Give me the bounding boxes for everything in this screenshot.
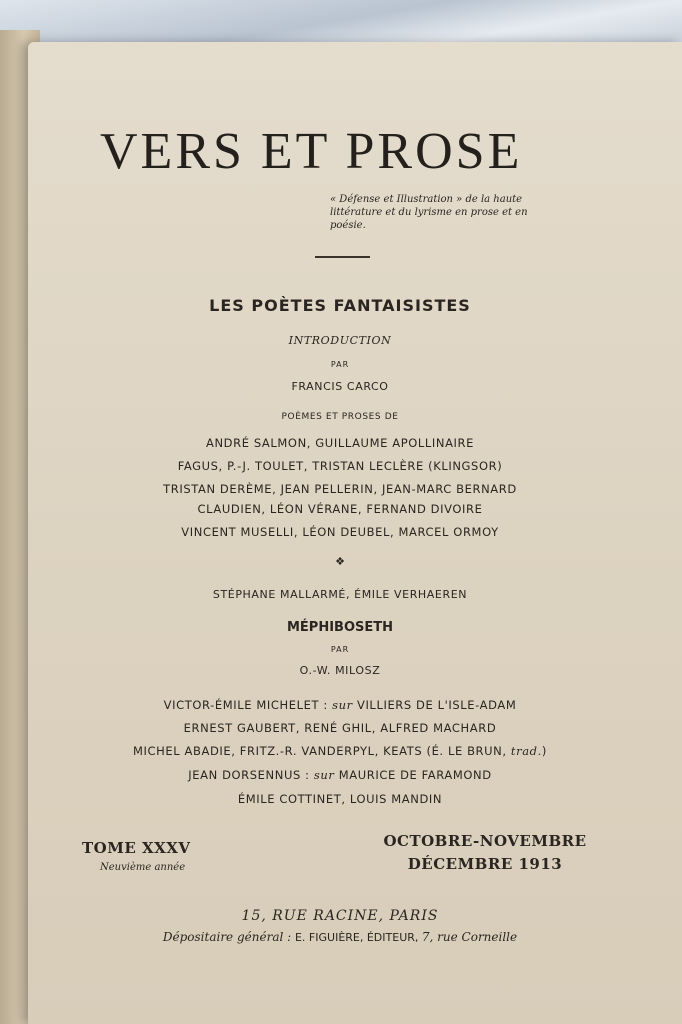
contrib-text: VILLIERS DE L'ISLE-ADAM (352, 698, 517, 712)
contrib-text: ) (541, 744, 547, 758)
poets-line: FAGUS, P.-J. TOULET, TRISTAN LECLÈRE (KLINGSOR) (177, 459, 503, 473)
ornament-icon: ❖ (335, 555, 345, 568)
par-label: PAR (330, 645, 350, 654)
poets-line: ANDRÉ SALMON, GUILLAUME APOLLINAIRE (205, 436, 474, 450)
section-heading: LES POÈTES FANTAISISTES (209, 296, 471, 315)
contrib-text: MICHEL ABADIE, FRITZ.-R. VANDERPYL, KEATS (É. LE BRUN, (133, 744, 511, 758)
par-label: PAR (330, 360, 350, 369)
publisher-address: 7, rue Corneille (421, 930, 518, 944)
mephiboseth-title: MÉPHIBOSETH (286, 620, 393, 635)
contrib-text: JEAN DORSENNUS : (188, 768, 314, 782)
contrib-text: MAURICE DE FARAMOND (334, 768, 492, 782)
contrib-sur: sur (332, 698, 353, 712)
contrib-line: ÉMILE COTTINET, LOUIS MANDIN (237, 792, 443, 806)
contrib-sur: sur (313, 768, 335, 782)
contrib-line: ERNEST GAUBERT, RENÉ GHIL, ALFRED MACHARD (183, 721, 497, 735)
mallarme-line: STÉPHANE MALLARMÉ, ÉMILE VERHAEREN (212, 588, 468, 601)
poets-line: VINCENT MUSELLI, LÉON DEUBEL, MARCEL ORMOY (181, 525, 499, 539)
contrib-line (60, 698, 620, 712)
contrib-line (60, 768, 620, 782)
intro-author: FRANCIS CARCO (291, 380, 389, 393)
divider-rule (315, 256, 370, 258)
date-line-1: OCTOBRE-NOVEMBRE (383, 832, 587, 850)
address: 15, RUE RACINE, PARIS (241, 908, 439, 924)
poets-line: CLAUDIEN, LÉON VÉRANE, FERNAND DIVOIRE (197, 502, 483, 516)
tagline: « Défense et Illustration » de la haute littérature et du lyrisme en prose et en poésie. (330, 194, 528, 231)
page-title: VERS ET PROSE (100, 123, 523, 180)
poets-line: TRISTAN DERÈME, JEAN PELLERIN, JEAN-MARC BERNARD (163, 482, 517, 496)
contrib-text: VICTOR-ÉMILE MICHELET : (163, 698, 333, 712)
publisher-name: E. FIGUIÈRE, ÉDITEUR, (294, 931, 422, 944)
annee-label: Neuvième année (100, 862, 186, 873)
contrib-line (60, 744, 620, 758)
milosz-author: O.-W. MILOSZ (299, 664, 381, 677)
date-line-2: DÉCEMBRE 1913 (407, 855, 563, 873)
tome-label: TOME XXXV (82, 839, 191, 857)
depositaire-line (100, 930, 580, 944)
poems-label: POÈMES ET PROSES DE (281, 412, 399, 422)
introduction-label: INTRODUCTION (288, 334, 392, 347)
contrib-trad: trad. (510, 744, 542, 758)
depositaire-label: Dépositaire général : (162, 930, 295, 944)
